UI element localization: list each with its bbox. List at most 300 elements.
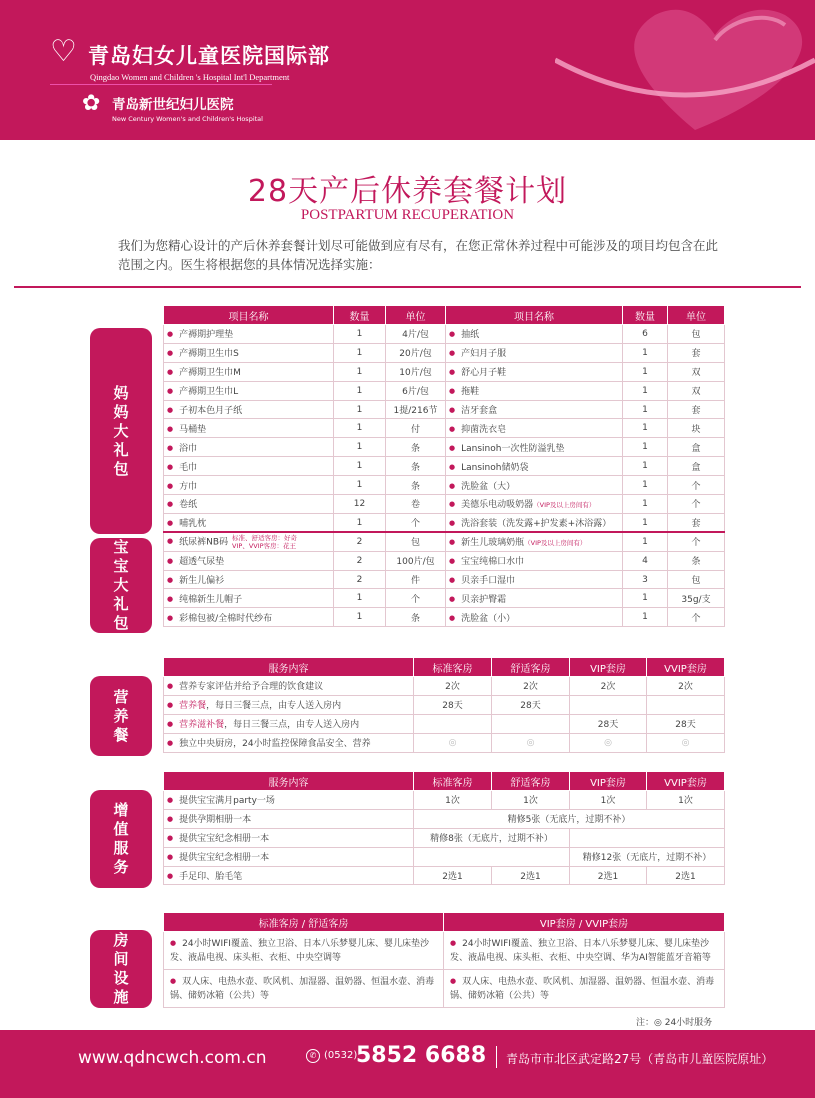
highlight-text: 营养餐 xyxy=(179,701,207,712)
table-cell xyxy=(623,343,668,362)
cell-text: 4片/包 xyxy=(402,330,429,341)
column-header: 单位 xyxy=(386,306,446,325)
baby-gift-label: 宝宝大礼包 xyxy=(90,538,152,633)
table-cell xyxy=(446,570,623,589)
cell-text: 1 xyxy=(356,347,363,358)
table-cell: 2选1 xyxy=(647,866,725,885)
website-link[interactable]: www.qdncwch.com.cn xyxy=(78,1048,267,1068)
table-cell xyxy=(668,381,725,400)
table-cell: 2选1 xyxy=(492,866,570,885)
table-cell xyxy=(623,495,668,514)
address: 青岛市市北区武定路27号（青岛市儿童医院原址） xyxy=(506,1052,774,1066)
table-cell: 2选1 xyxy=(570,866,647,885)
table-row xyxy=(164,608,725,627)
table-cell: 2选1 xyxy=(414,866,492,885)
table-cell xyxy=(164,457,334,476)
hospital-name-en: Qingdao Women and Children 's Hospital Int'l Department xyxy=(90,72,290,82)
table-cell xyxy=(623,419,668,438)
cell-text: 1 xyxy=(356,593,363,604)
table-cell xyxy=(446,495,623,514)
heart-decoration-icon xyxy=(555,0,815,140)
cell-text: 3 xyxy=(642,574,648,585)
table-cell: 1次 xyxy=(570,791,647,810)
table-cell xyxy=(334,589,386,608)
table-cell: 2次 xyxy=(570,677,647,696)
table-row xyxy=(164,866,725,885)
table-row xyxy=(164,828,725,847)
table-cell xyxy=(164,362,334,381)
cell-text: 个 xyxy=(691,481,701,492)
header-banner xyxy=(0,0,815,140)
table-cell: 1次 xyxy=(492,791,570,810)
cell-text: 100片/包 xyxy=(396,557,435,568)
cell-text: 美德乐电动吸奶器 xyxy=(461,500,534,511)
table-cell xyxy=(623,476,668,495)
table-cell xyxy=(446,608,623,627)
table-cell xyxy=(334,495,386,514)
facility-cell: ● 24小时WIFI覆盖、独立卫浴、日本八乐梦婴儿床、婴儿床垫沙发、液晶电视、床头柜、衣柜、中央空调等 xyxy=(164,932,444,970)
column-header: 数量 xyxy=(623,306,668,325)
table-cell xyxy=(623,570,668,589)
table-row xyxy=(164,589,725,608)
cell-text: 新生儿偏衫 xyxy=(179,576,225,587)
cell-text: 子初本色月子纸 xyxy=(179,406,243,416)
cell-text: 1 xyxy=(642,480,648,491)
service-name: ● 提供宝宝纪念相册一本 xyxy=(164,828,414,847)
table-row xyxy=(164,809,725,828)
value-service-table xyxy=(163,771,725,885)
table-cell xyxy=(446,551,623,570)
hospital-name-cn: 青岛妇女儿童医院国际部 xyxy=(88,43,330,68)
column-header: 舒适客房 xyxy=(492,658,570,677)
cell-text: 贝亲护臀霜 xyxy=(461,594,507,605)
table-cell xyxy=(164,589,334,608)
cell-text: 抽纸 xyxy=(461,330,480,341)
table-cell xyxy=(668,362,725,381)
cell-text: 条 xyxy=(410,462,420,473)
value-service-label: 增值服务 xyxy=(90,790,152,888)
table-cell xyxy=(334,325,386,344)
table-cell: 1次 xyxy=(414,791,492,810)
table-cell xyxy=(386,381,446,400)
cell-text: 哺乳枕 xyxy=(179,519,207,530)
cell-text: 产褥期卫生巾L xyxy=(179,387,239,398)
cell-text: 块 xyxy=(691,424,701,435)
table-cell xyxy=(623,438,668,457)
table-row xyxy=(164,677,725,696)
table-cell xyxy=(334,532,386,551)
cell-text: 纸尿裤NB码 xyxy=(179,537,229,548)
table-cell xyxy=(164,495,334,514)
cell-text: 舒心月子鞋 xyxy=(461,368,507,379)
table-cell xyxy=(668,551,725,570)
column-header: 单位 xyxy=(668,306,725,325)
table-cell xyxy=(164,438,334,457)
table-cell xyxy=(386,551,446,570)
cell-text: 毛巾 xyxy=(179,462,198,473)
table-cell xyxy=(668,570,725,589)
table-cell xyxy=(668,457,725,476)
cell-text: 彩棉包被/全棉时代纱布 xyxy=(179,613,273,624)
diaper-brand-note xyxy=(232,534,297,550)
footer-divider xyxy=(496,1046,497,1068)
table-cell xyxy=(334,343,386,362)
cell-text: 个 xyxy=(410,594,420,605)
heart-logo-icon: ♡ xyxy=(50,34,77,69)
cell-text: 套 xyxy=(691,519,701,530)
table-cell xyxy=(446,532,623,551)
intro-text: 我们为您精心设计的产后休养套餐计划尽可能做到应有尽有，在您正常休养过程中可能涉及的项目均包含在此范围之内。医生将根据您的具体情况选择实施： xyxy=(118,238,719,272)
cell-text: 35g/支 xyxy=(681,594,711,605)
table-cell xyxy=(386,589,446,608)
cell-text: 包 xyxy=(410,538,420,549)
cell-text: 营养专家评估并给予合理的饮食建议 xyxy=(179,682,324,693)
room-facility-label: 房间设施 xyxy=(90,930,152,1008)
table-cell xyxy=(164,476,334,495)
cell-text: 包 xyxy=(691,330,701,341)
cell-text: 1 xyxy=(356,366,363,377)
cell-text: 方巾 xyxy=(179,481,198,492)
table-cell xyxy=(386,457,446,476)
cell-text: 洗脸盆（大） xyxy=(461,481,516,492)
table-cell xyxy=(334,608,386,627)
table-cell xyxy=(668,400,725,419)
cell-text: 2 xyxy=(356,536,363,547)
phone-number[interactable]: 5852 6688 xyxy=(356,1043,487,1068)
table-row xyxy=(164,733,725,752)
cell-text: 盒 xyxy=(691,462,701,473)
table-row xyxy=(164,419,725,438)
table-row xyxy=(164,381,725,400)
table-cell xyxy=(446,589,623,608)
column-header: 标准客房 / 舒适客房 xyxy=(164,913,444,932)
table-cell xyxy=(386,476,446,495)
cell-text: 1 xyxy=(356,461,363,472)
cell-text: 洗脸盆（小） xyxy=(461,613,516,624)
cell-text: 浴巾 xyxy=(179,443,198,454)
divider xyxy=(14,286,801,288)
table-row xyxy=(164,714,725,733)
cell-text: 个 xyxy=(410,519,420,530)
table-cell xyxy=(334,381,386,400)
cell-text: Lansinoh一次性防溢乳垫 xyxy=(461,443,565,454)
table-cell xyxy=(446,343,623,362)
table-cell xyxy=(386,325,446,344)
table-cell xyxy=(164,419,334,438)
table-row xyxy=(164,570,725,589)
column-header: VVIP套房 xyxy=(647,658,725,677)
table-row xyxy=(164,513,725,532)
table-row xyxy=(164,847,725,866)
partner-name-cn: 青岛新世纪妇儿医院 xyxy=(112,97,234,113)
table-cell xyxy=(334,438,386,457)
facility-cell: ● 24小时WIFI覆盖、独立卫浴、日本八乐梦婴儿床、婴儿床垫沙发、液晶电视、床头柜、衣柜、中央空调、华为AI智能蓝牙音箱等 xyxy=(444,932,725,970)
table-row xyxy=(164,551,725,570)
service-name: ● 手足印、胎毛笔 xyxy=(164,866,414,885)
cell-text: 4 xyxy=(642,555,648,566)
cell-text: 1 xyxy=(356,328,363,339)
table-cell xyxy=(668,325,725,344)
table-cell xyxy=(164,570,334,589)
nutrition-table xyxy=(163,657,725,753)
column-header: VVIP套房 xyxy=(647,772,725,791)
cell-text: 产褥期卫生巾M xyxy=(179,368,241,379)
table-cell xyxy=(446,400,623,419)
cell-text: 1 xyxy=(642,461,648,472)
table-cell: 28天 xyxy=(570,714,647,733)
cell-text: 1 xyxy=(356,517,363,528)
column-header: 服务内容 xyxy=(164,772,414,791)
table-cell: 精修12张（无底片，过期不补） xyxy=(570,847,725,866)
cell-text: 条 xyxy=(410,443,420,454)
cell-text: 1 xyxy=(642,593,648,604)
note-line: VIP、VVIP客房：花王 xyxy=(232,541,297,550)
table-cell xyxy=(668,513,725,532)
service-name: ● 提供宝宝满月party一场 xyxy=(164,791,414,810)
table-cell: 2次 xyxy=(492,677,570,696)
table-row xyxy=(164,695,725,714)
table-row xyxy=(164,476,725,495)
table-cell xyxy=(446,325,623,344)
table-cell xyxy=(668,343,725,362)
column-header: 项目名称 xyxy=(446,306,623,325)
cell-text: 卷 xyxy=(410,500,420,511)
table-cell xyxy=(668,495,725,514)
table-cell xyxy=(334,551,386,570)
mom-gift-label: 妈妈大礼包 xyxy=(90,328,152,534)
service-24h-icon: ◎ xyxy=(647,733,725,752)
cell-text: 拖鞋 xyxy=(461,387,480,398)
page-title: 28天产后休养套餐计划 xyxy=(247,174,568,209)
service-name xyxy=(164,733,414,752)
table-cell xyxy=(668,476,725,495)
cell-text: 超透气尿垫 xyxy=(179,557,225,568)
cell-text: 贝亲手口湿巾 xyxy=(461,576,516,587)
partner-logo xyxy=(82,93,263,123)
table-cell xyxy=(414,714,492,733)
cell-text: 产褥期卫生巾S xyxy=(179,349,239,360)
table-cell xyxy=(446,457,623,476)
cell-text: 1 xyxy=(642,612,648,623)
table-cell xyxy=(647,695,725,714)
table-cell xyxy=(446,476,623,495)
table-cell xyxy=(386,343,446,362)
cell-text: 洗浴套装（洗发露+护发素+沐浴露） xyxy=(461,519,612,530)
cell-text: 1提/216节 xyxy=(393,406,438,416)
column-header: 服务内容 xyxy=(164,658,414,677)
table-cell xyxy=(492,714,570,733)
cell-text: ，每日三餐三点，由专人送入房内 xyxy=(224,720,360,731)
table-cell xyxy=(386,513,446,532)
column-header: VIP套房 / VVIP套房 xyxy=(444,913,725,932)
nutrition-label: 营养餐 xyxy=(90,676,152,756)
highlight-text: 营养滋补餐 xyxy=(179,720,225,731)
table-cell xyxy=(334,400,386,419)
table-cell xyxy=(446,381,623,400)
table-row xyxy=(164,457,725,476)
cell-text: 产褥期护理垫 xyxy=(179,330,234,341)
phone-icon: ✆ xyxy=(306,1049,320,1063)
cell-text: 2 xyxy=(356,574,363,585)
table-cell xyxy=(623,513,668,532)
table-cell xyxy=(386,532,446,551)
table-cell: 28天 xyxy=(414,695,492,714)
column-header: 舒适客房 xyxy=(492,772,570,791)
table-cell xyxy=(386,400,446,419)
partner-name-en: New Century Women's and Children's Hospital xyxy=(112,115,263,123)
table-cell xyxy=(446,419,623,438)
logo-divider xyxy=(50,84,272,85)
table-cell xyxy=(668,419,725,438)
table-cell: 精修8张（无底片，过期不补） xyxy=(414,828,570,847)
table-cell xyxy=(164,608,334,627)
flower-logo-icon: ✿ xyxy=(82,91,101,116)
service-name xyxy=(164,677,414,696)
cell-text: 1 xyxy=(642,498,648,509)
table-row xyxy=(164,325,725,344)
cell-text: 个 xyxy=(691,613,701,624)
table-cell xyxy=(386,608,446,627)
table-cell xyxy=(570,695,647,714)
table-cell xyxy=(386,495,446,514)
table-cell xyxy=(668,438,725,457)
cell-text: 1 xyxy=(642,385,648,396)
table-cell xyxy=(570,828,725,847)
cell-text: 1 xyxy=(642,536,648,547)
cell-text: 卷纸 xyxy=(179,500,198,511)
table-cell xyxy=(623,362,668,381)
table-cell xyxy=(334,457,386,476)
cell-text: 马桶垫 xyxy=(179,424,207,435)
table-cell xyxy=(164,513,334,532)
cell-text: 条 xyxy=(410,613,420,624)
column-header: VIP套房 xyxy=(570,658,647,677)
cell-text: 个 xyxy=(691,500,701,511)
table-row xyxy=(164,791,725,810)
cell-text: 10片/包 xyxy=(399,368,432,379)
column-header: 项目名称 xyxy=(164,306,334,325)
cell-text: 新生儿玻璃奶瓶 xyxy=(461,538,525,549)
column-header: 标准客房 xyxy=(414,772,492,791)
hospital-logo xyxy=(50,34,330,82)
table-row xyxy=(164,362,725,381)
table-cell xyxy=(334,476,386,495)
service-24h-icon: ◎ xyxy=(570,733,647,752)
service-name: ● 提供孕期相册一本 xyxy=(164,809,414,828)
cell-text: 包 xyxy=(691,576,701,587)
cell-text: 1 xyxy=(356,404,363,415)
table-cell xyxy=(386,419,446,438)
cell-text: 套 xyxy=(691,349,701,360)
column-header: 标准客房 xyxy=(414,658,492,677)
cell-text: 1 xyxy=(356,612,363,623)
cell-text: 盒 xyxy=(691,443,701,454)
table-cell xyxy=(334,419,386,438)
cell-text: 条 xyxy=(691,557,701,568)
table-cell xyxy=(164,551,334,570)
service-name xyxy=(164,695,414,714)
service-name xyxy=(164,714,414,733)
table-cell: 28天 xyxy=(492,695,570,714)
cell-text: 1 xyxy=(642,347,648,358)
cell-text: 独立中央厨房，24小时监控保障食品安全、营养 xyxy=(179,739,371,750)
page-subtitle: POSTPARTUM RECUPERATION xyxy=(300,207,515,223)
table-cell xyxy=(334,570,386,589)
cell-text: 抑菌洗衣皂 xyxy=(461,424,507,435)
cell-text: 1 xyxy=(356,423,363,434)
table-cell xyxy=(668,589,725,608)
table-cell: 1次 xyxy=(647,791,725,810)
table-cell xyxy=(623,589,668,608)
table-cell xyxy=(623,457,668,476)
cell-text: 洁牙套盒 xyxy=(461,406,498,416)
table-cell xyxy=(668,608,725,627)
service-24h-icon: ◎ xyxy=(414,733,492,752)
vip-note: （VIP及以上房间有） xyxy=(524,539,587,548)
table-row xyxy=(164,495,725,514)
table-cell xyxy=(414,847,570,866)
room-facility-table xyxy=(163,912,725,1008)
table-cell xyxy=(623,325,668,344)
table-row xyxy=(164,400,725,419)
table-cell xyxy=(334,362,386,381)
cell-text: 1 xyxy=(356,480,363,491)
table-cell xyxy=(623,381,668,400)
table-cell: 2次 xyxy=(414,677,492,696)
table-cell: 精修5张（无底片，过期不补） xyxy=(414,809,725,828)
cell-text: 1 xyxy=(642,423,648,434)
column-header: VIP套房 xyxy=(570,772,647,791)
cell-text: 产妇月子服 xyxy=(461,349,507,360)
gift-table xyxy=(163,305,725,627)
area-code: (0532) xyxy=(324,1050,358,1061)
table-cell xyxy=(386,438,446,457)
cell-text: 件 xyxy=(410,576,420,587)
cell-text: 2 xyxy=(356,555,363,566)
cell-text: 1 xyxy=(642,517,648,528)
cell-text: ，每日三餐三点，由专人送入房内 xyxy=(206,701,342,712)
cell-text: 6 xyxy=(642,328,648,339)
table-cell xyxy=(668,532,725,551)
cell-text: 12 xyxy=(353,498,366,509)
table-row xyxy=(164,438,725,457)
cell-text: 付 xyxy=(410,424,420,435)
cell-text: 1 xyxy=(642,404,648,415)
facility-cell: ● 双人床、电热水壶、吹风机、加湿器、温奶器、恒温水壶、消毒锅、储奶冰箱（公共）等 xyxy=(444,970,725,1008)
table-row xyxy=(164,970,725,1008)
table-cell xyxy=(446,362,623,381)
table-cell xyxy=(623,551,668,570)
service-name: ● 提供宝宝纪念相册一本 xyxy=(164,847,414,866)
vip-note: （VIP及以上房间有） xyxy=(533,501,596,510)
column-header: 数量 xyxy=(334,306,386,325)
table-cell: 2次 xyxy=(647,677,725,696)
service-24h-icon: ◎ xyxy=(492,733,570,752)
cell-text: 1 xyxy=(642,442,648,453)
cell-text: 宝宝纯棉口水巾 xyxy=(461,557,525,568)
table-cell xyxy=(164,325,334,344)
cell-text: 1 xyxy=(356,442,363,453)
cell-text: 20片/包 xyxy=(399,349,432,360)
cell-text: 条 xyxy=(410,481,420,492)
cell-text: 纯棉新生儿帽子 xyxy=(179,594,243,605)
cell-text: 6片/包 xyxy=(402,387,429,398)
table-cell xyxy=(164,400,334,419)
cell-text: 个 xyxy=(691,538,701,549)
table-cell xyxy=(446,438,623,457)
note-line: 标准、舒适客房：好奇 xyxy=(232,533,298,542)
table-cell xyxy=(164,381,334,400)
